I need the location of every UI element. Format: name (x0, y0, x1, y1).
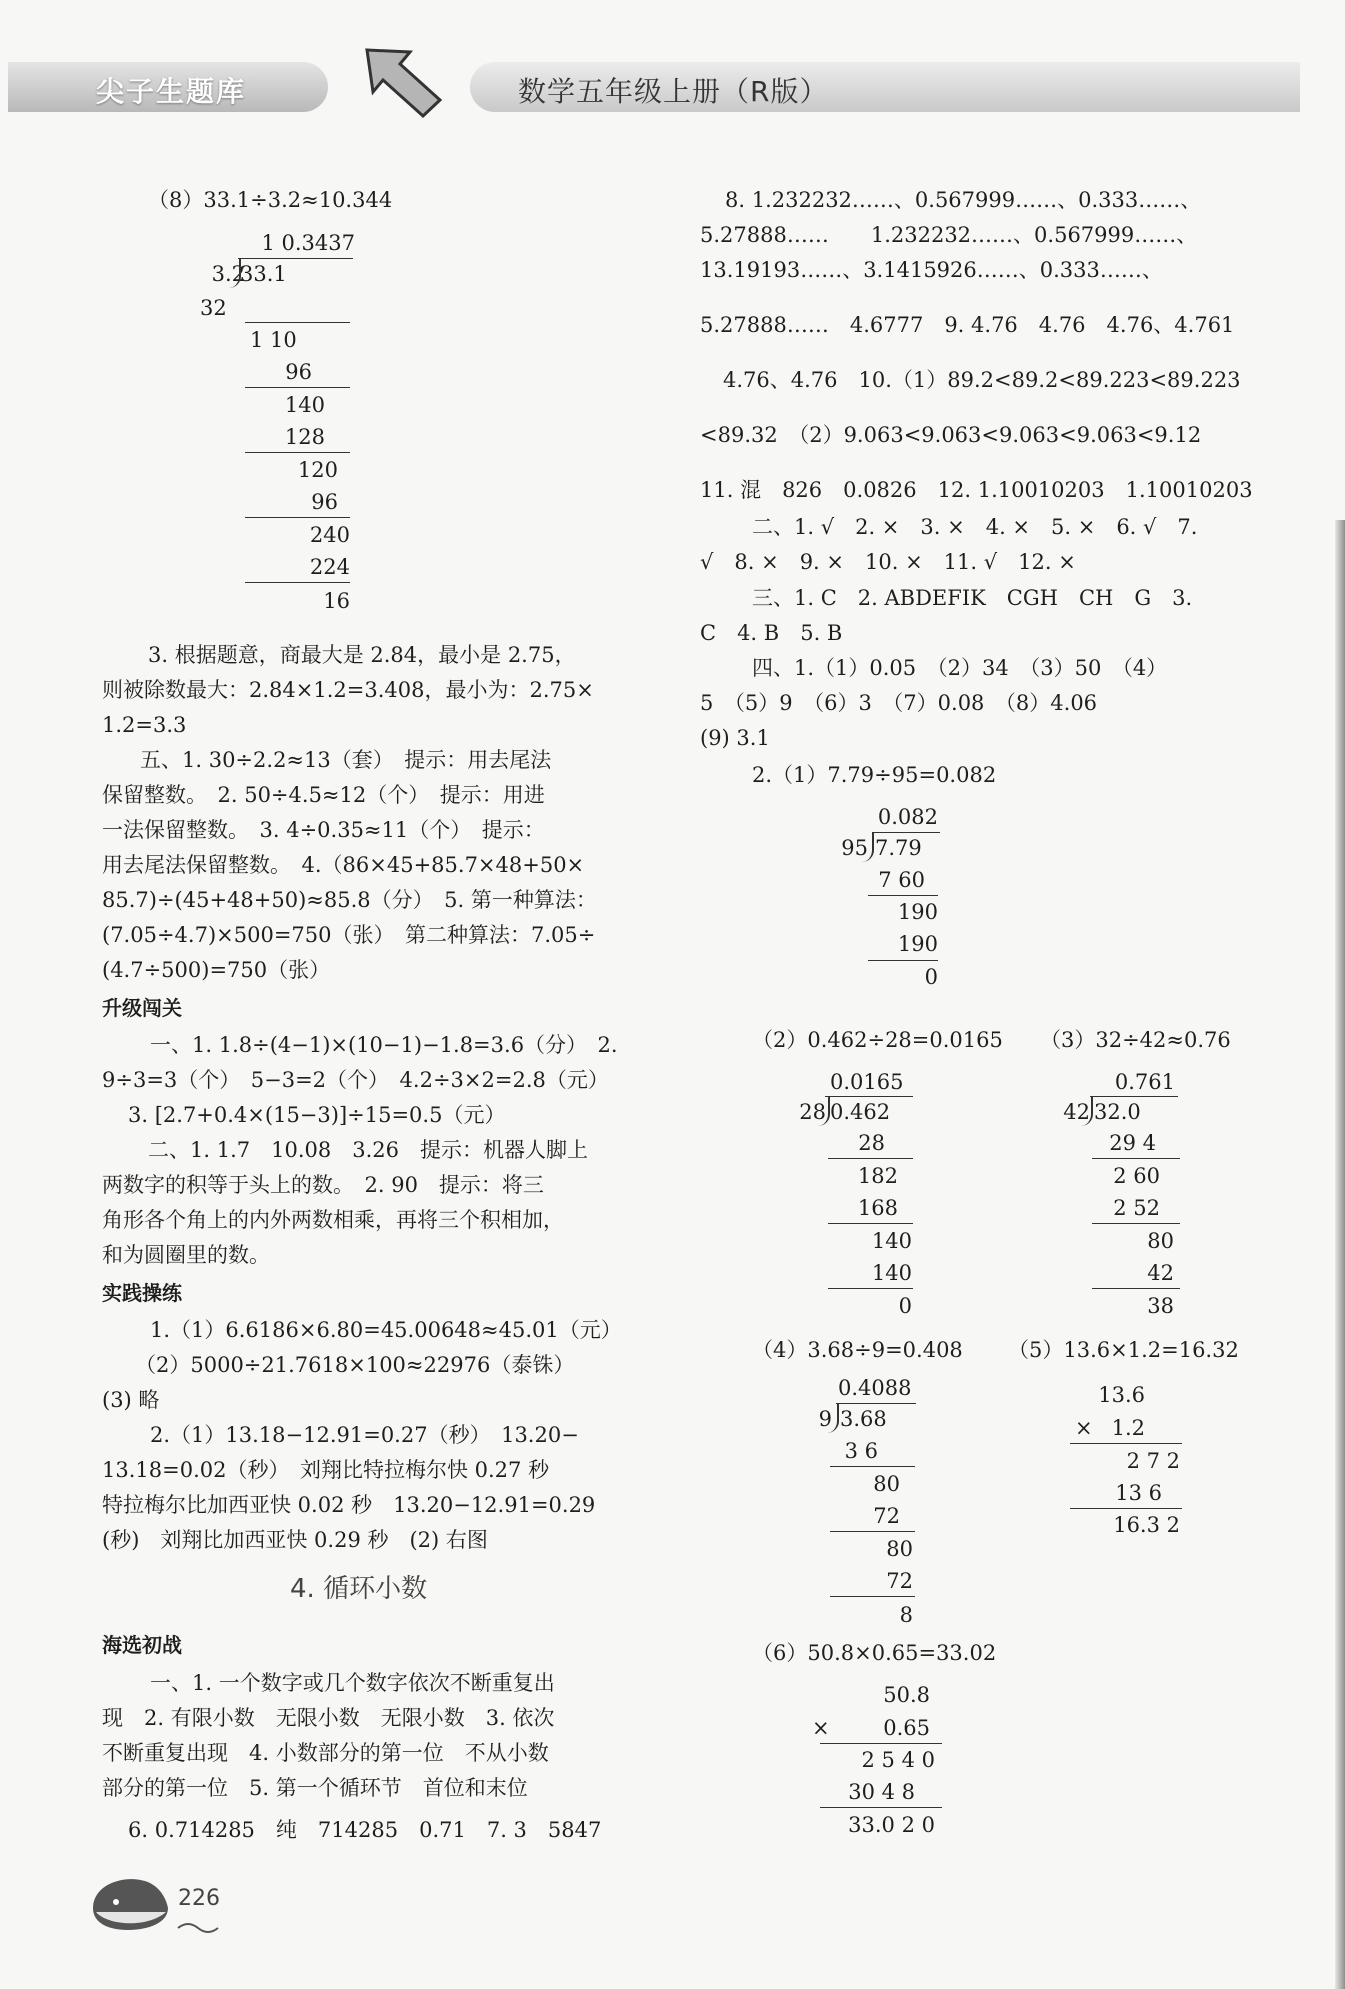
quotient: 0.761 (1114, 1070, 1175, 1094)
text-line: 二、1. √ 2. × 3. × 4. × 5. × 6. √ 7. (752, 515, 1198, 539)
factor: 13.6 (1098, 1383, 1145, 1407)
divisor: 3.2 (211, 262, 245, 286)
text-line: 4.76、4.76 10.（1）89.2<89.2<89.223<89.223 (723, 368, 1241, 392)
dividend: 33.1 (240, 262, 287, 286)
step: 96 (285, 360, 312, 384)
step: 42 (1147, 1261, 1174, 1285)
text-line: √ 8. × 9. × 10. × 11. √ 12. × (700, 550, 1076, 574)
product: 33.0 2 0 (848, 1813, 935, 1837)
divisor: 9 (818, 1407, 832, 1431)
text-line: 用去尾法保留整数。 4.（86×45+85.7×48+50× (102, 853, 585, 877)
quotient: 1 0.3437 (261, 231, 355, 255)
text-line: 角形各个角上的内外两数相乘，再将三个积相加， (102, 1208, 564, 1232)
text-line: C 4. B 5. B (700, 621, 843, 645)
text-line: (7.05÷4.7)×500=750（张） 第二种算法：7.05÷ (102, 923, 596, 947)
section-title: 4. 循环小数 (290, 1574, 428, 1604)
step: 3 6 (844, 1439, 878, 1463)
division-bracket (814, 1096, 830, 1126)
series-title: 尖子生题库 (96, 75, 247, 108)
partial-product: 2 7 2 (1126, 1449, 1180, 1473)
rule (1092, 1288, 1180, 1289)
page-edge-shadow (1335, 520, 1345, 1989)
step: 80 (1147, 1229, 1174, 1253)
text-line: 6. 0.714285 纯 714285 0.71 7. 3 5847 (128, 1818, 602, 1842)
quotient: 0.4088 (838, 1376, 912, 1400)
text-line: 11. 混 826 0.0826 12. 1.10010203 1.10010203 (700, 478, 1253, 502)
step: 140 (871, 1229, 912, 1253)
times-sign: × (1075, 1416, 1093, 1440)
text-line: 五、1. 30÷2.2≈13（套） 提示：用去尾法 (140, 748, 552, 772)
divisor: 95 (841, 836, 868, 860)
step: 140 (871, 1261, 912, 1285)
remainder: 38 (1147, 1294, 1174, 1318)
text-line: 2.（1）7.79÷95=0.082 (752, 763, 997, 787)
text-line: 则被除数最大：2.84×1.2=3.408，最小为：2.75× (102, 678, 594, 702)
text-line: 5.27888…… 1.232232……、0.567999……、 (700, 223, 1198, 247)
text-line: 9÷3=3（个） 5−3=2（个） 4.2÷3×2=2.8（元） (102, 1068, 609, 1092)
remainder: 8 (899, 1603, 913, 1627)
text-line: （6）50.8×0.65=33.02 (752, 1641, 997, 1665)
step: 29 4 (1109, 1131, 1156, 1155)
step: 182 (857, 1164, 898, 1188)
step: 224 (309, 555, 350, 579)
rule (868, 960, 938, 961)
text-line: (秒) 刘翔比加西亚快 0.29 秒 (2) 右图 (102, 1528, 488, 1552)
rule (245, 387, 350, 388)
text-line: 5.27888…… 4.6777 9. 4.76 4.76 4.76、4.761 (700, 313, 1235, 337)
rule (830, 1531, 915, 1532)
text-line: 四、1.（1）0.05 （2）34 （3）50 （4） (752, 656, 1168, 680)
text-line: 现 2. 有限小数 无限小数 无限小数 3. 依次 (102, 1706, 555, 1730)
step: 120 (297, 458, 338, 482)
partial-product: 2 5 4 0 (861, 1748, 935, 1772)
rule (820, 1743, 942, 1744)
rule (830, 1466, 915, 1467)
rule (245, 322, 350, 323)
page-number: 226 (178, 1886, 220, 1911)
text-line: 2.（1）13.18−12.91=0.27（秒） 13.20− (150, 1423, 579, 1447)
division-bracket (823, 1403, 839, 1433)
step: 28 (858, 1131, 885, 1155)
rule (828, 1158, 913, 1159)
factor: 1.2 (1111, 1416, 1145, 1440)
text-line: 二、1. 1.7 10.08 3.26 提示：机器人脚上 (148, 1138, 588, 1162)
text-line: 13.19193……、3.1415926……、0.333……、 (700, 258, 1163, 282)
step: 2 60 (1113, 1164, 1160, 1188)
quotient: 0.082 (877, 805, 938, 829)
step: 190 (897, 932, 938, 956)
rule (1092, 1223, 1180, 1224)
step: 128 (284, 425, 325, 449)
text-line: 部分的第一位 5. 第一个循环节 首位和末位 (102, 1776, 528, 1800)
step: 2 52 (1113, 1196, 1160, 1220)
remainder: 0 (898, 1294, 912, 1318)
remainder: 0 (924, 965, 938, 989)
factor: 50.8 (883, 1683, 930, 1707)
text-line: 一、1. 一个数字或几个数字依次不断重复出 (150, 1671, 555, 1695)
text-line: （5）13.6×1.2=16.32 (1008, 1338, 1239, 1362)
rule (245, 452, 350, 453)
step: 96 (311, 490, 338, 514)
text-line: （3）32÷42≈0.76 (1040, 1028, 1231, 1052)
subheading: 海选初战 (102, 1633, 182, 1657)
text-line: <89.32 （2）9.063<9.063<9.063<9.063<9.12 (700, 423, 1202, 447)
partial-product: 30 4 8 (848, 1780, 915, 1804)
rule (828, 1288, 913, 1289)
text-line: 一法保留整数。 3. 4÷0.35≈11（个） 提示： (102, 818, 545, 842)
arrow-icon (355, 42, 445, 122)
dividend: 32.0 (1094, 1100, 1141, 1124)
dividend: 7.79 (875, 836, 922, 860)
step: 72 (886, 1569, 913, 1593)
division-bracket (1077, 1096, 1093, 1126)
text-line: 两数字的积等于头上的数。 2. 90 提示：将三 (102, 1173, 544, 1197)
text-line: (4.7÷500)=750（张） (102, 958, 331, 982)
header-right-banner (470, 62, 1300, 112)
dividend: 0.462 (830, 1100, 891, 1124)
rule (868, 895, 938, 896)
text-line: 1.2=3.3 (102, 713, 187, 737)
header-left-banner (8, 62, 328, 112)
step: 168 (857, 1196, 898, 1220)
step: 140 (284, 393, 325, 417)
text-line: 3. 根据题意，商最大是 2.84，最小是 2.75， (148, 643, 576, 667)
subheading: 实践操练 (102, 1281, 182, 1305)
text-line: 特拉梅尔比加西亚快 0.02 秒 13.20−12.91=0.29 (102, 1493, 596, 1517)
book-title: 数学五年级上册（R版） (518, 75, 829, 108)
rule (820, 1807, 942, 1808)
divisor: 42 (1063, 1100, 1090, 1124)
rule (1092, 1158, 1180, 1159)
step: 80 (886, 1537, 913, 1561)
factor: 0.65 (883, 1716, 930, 1740)
text-line: （4）3.68÷9=0.408 (752, 1338, 963, 1362)
subheading: 升级闯关 (102, 996, 182, 1020)
rule (245, 582, 350, 583)
step: 72 (873, 1504, 900, 1528)
text-line: 85.7)÷(45+48+50)≈85.8（分） 5. 第一种算法： (102, 888, 597, 912)
text-line: 和为圆圈里的数。 (102, 1243, 270, 1267)
text-line: （2）5000÷21.7618×100≈22976（泰铢） (135, 1353, 575, 1377)
step: 240 (309, 523, 350, 547)
text-line: （2）0.462÷28=0.0165 (752, 1028, 1003, 1052)
text-line: (3) 略 (102, 1388, 160, 1412)
text-line: 3. [2.7+0.4×(15−3)]÷15=0.5（元） (128, 1103, 506, 1127)
rule (245, 517, 350, 518)
text-line: 一、1. 1.8÷(4−1)×(10−1)−1.8=3.6（分） 2. (150, 1033, 618, 1057)
text-line: (9) 3.1 (700, 726, 770, 750)
quotient: 0.0165 (830, 1070, 904, 1094)
text-line: （8）33.1÷3.2≈10.344 (148, 188, 393, 212)
step: 80 (873, 1472, 900, 1496)
text-line: 5 （5）9 （6）3 （7）0.08 （8）4.06 (700, 691, 1098, 715)
text-line: 三、1. C 2. ABDEFIK CGH CH G 3. (752, 586, 1193, 610)
step: 190 (897, 900, 938, 924)
partial-product: 13 6 (1115, 1481, 1162, 1505)
divisor: 28 (799, 1100, 826, 1124)
text-line: 保留整数。 2. 50÷4.5≈12（个） 提示：用进 (102, 783, 545, 807)
step: 1 10 (250, 328, 297, 352)
rule (1070, 1443, 1182, 1444)
times-sign: × (812, 1716, 830, 1740)
remainder: 16 (323, 589, 350, 613)
rule (830, 1596, 915, 1597)
step: 7 60 (878, 868, 925, 892)
text-line: 不断重复出现 4. 小数部分的第一位 不从小数 (102, 1741, 549, 1765)
text-line: 8. 1.232232……、0.567999……、0.333……、 (725, 188, 1202, 212)
rule (828, 1223, 913, 1224)
step: 32 (200, 296, 227, 320)
division-bracket (858, 832, 874, 862)
dividend: 3.68 (840, 1407, 887, 1431)
product: 16.3 2 (1113, 1513, 1180, 1537)
rule (1070, 1508, 1182, 1509)
text-line: 1.（1）6.6186×6.80=45.00648≈45.01（元） (150, 1318, 622, 1342)
text-line: 13.18=0.02（秒） 刘翔比特拉梅尔快 0.27 秒 (102, 1458, 550, 1482)
